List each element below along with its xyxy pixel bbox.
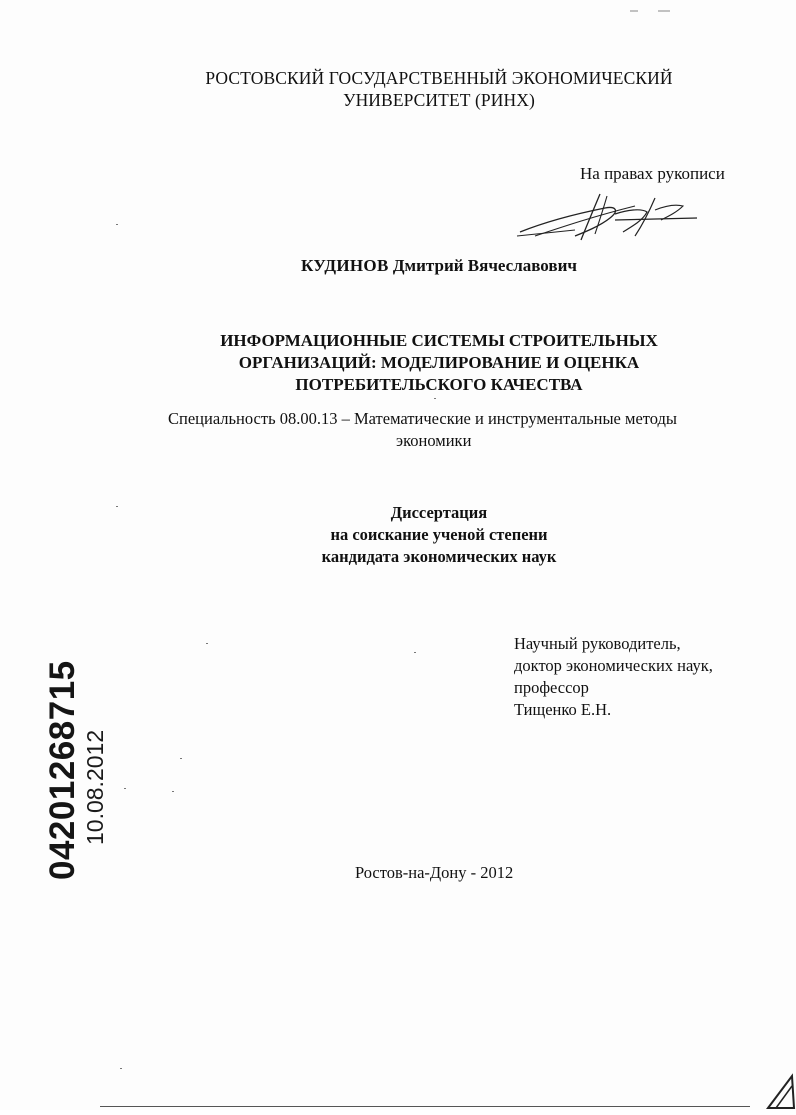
university-name xyxy=(0,67,796,111)
scan-speck xyxy=(124,788,126,789)
scan-speck xyxy=(206,643,208,644)
degree-line-2: на соискание ученой степени xyxy=(330,525,548,544)
scan-speck xyxy=(116,224,118,225)
library-stamp-date: 10.08.2012 xyxy=(82,729,108,845)
advisor-line-1: Научный руководитель, xyxy=(514,634,681,653)
degree-line-1: Диссертация xyxy=(390,503,488,522)
degree-statement xyxy=(0,502,796,568)
scan-speck xyxy=(120,1068,122,1069)
scan-speck xyxy=(414,652,416,653)
scientific-advisor xyxy=(514,633,713,721)
scan-bottom-edge xyxy=(100,1106,750,1107)
city-year: Ростов-на-Дону - 2012 xyxy=(355,863,514,882)
scan-speck xyxy=(434,398,436,399)
scan-artifact-top xyxy=(630,0,670,3)
author-given-names: Дмитрий Вячеславович xyxy=(392,256,577,275)
title-line-2: ОРГАНИЗАЦИЙ: МОДЕЛИРОВАНИЕ И ОЦЕНКА xyxy=(238,353,640,372)
advisor-line-4: Тищенко Е.Н. xyxy=(514,700,612,719)
manuscript-note: На правах рукописи xyxy=(580,164,725,183)
scan-corner-artifact xyxy=(762,1072,796,1110)
library-stamp-number: 04201268715 xyxy=(43,660,82,880)
scan-speck xyxy=(172,791,174,792)
author-name xyxy=(0,255,796,277)
specialty-line-1: Специальность 08.00.13 – Математические и инструментальные методы xyxy=(168,409,678,428)
degree-line-3: кандидата экономических наук xyxy=(321,547,557,566)
university-line-1: РОСТОВСКИЙ ГОСУДАРСТВЕННЫЙ ЭКОНОМИЧЕСКИЙ xyxy=(205,68,673,88)
scan-speck xyxy=(116,506,118,507)
title-line-1: ИНФОРМАЦИОННЫЕ СИСТЕМЫ СТРОИТЕЛЬНЫХ xyxy=(220,331,658,350)
advisor-line-3: профессор xyxy=(514,678,589,697)
scan-speck xyxy=(180,758,182,759)
specialty-line-2: экономики xyxy=(396,431,472,450)
dissertation-title xyxy=(0,330,796,396)
author-surname: КУДИНОВ xyxy=(301,256,389,275)
title-line-3: ПОТРЕБИТЕЛЬСКОГО КАЧЕСТВА xyxy=(295,375,583,394)
signature-image xyxy=(515,192,705,248)
advisor-line-2: доктор экономических наук, xyxy=(514,656,713,675)
university-line-2: УНИВЕРСИТЕТ (РИНХ) xyxy=(343,90,535,110)
